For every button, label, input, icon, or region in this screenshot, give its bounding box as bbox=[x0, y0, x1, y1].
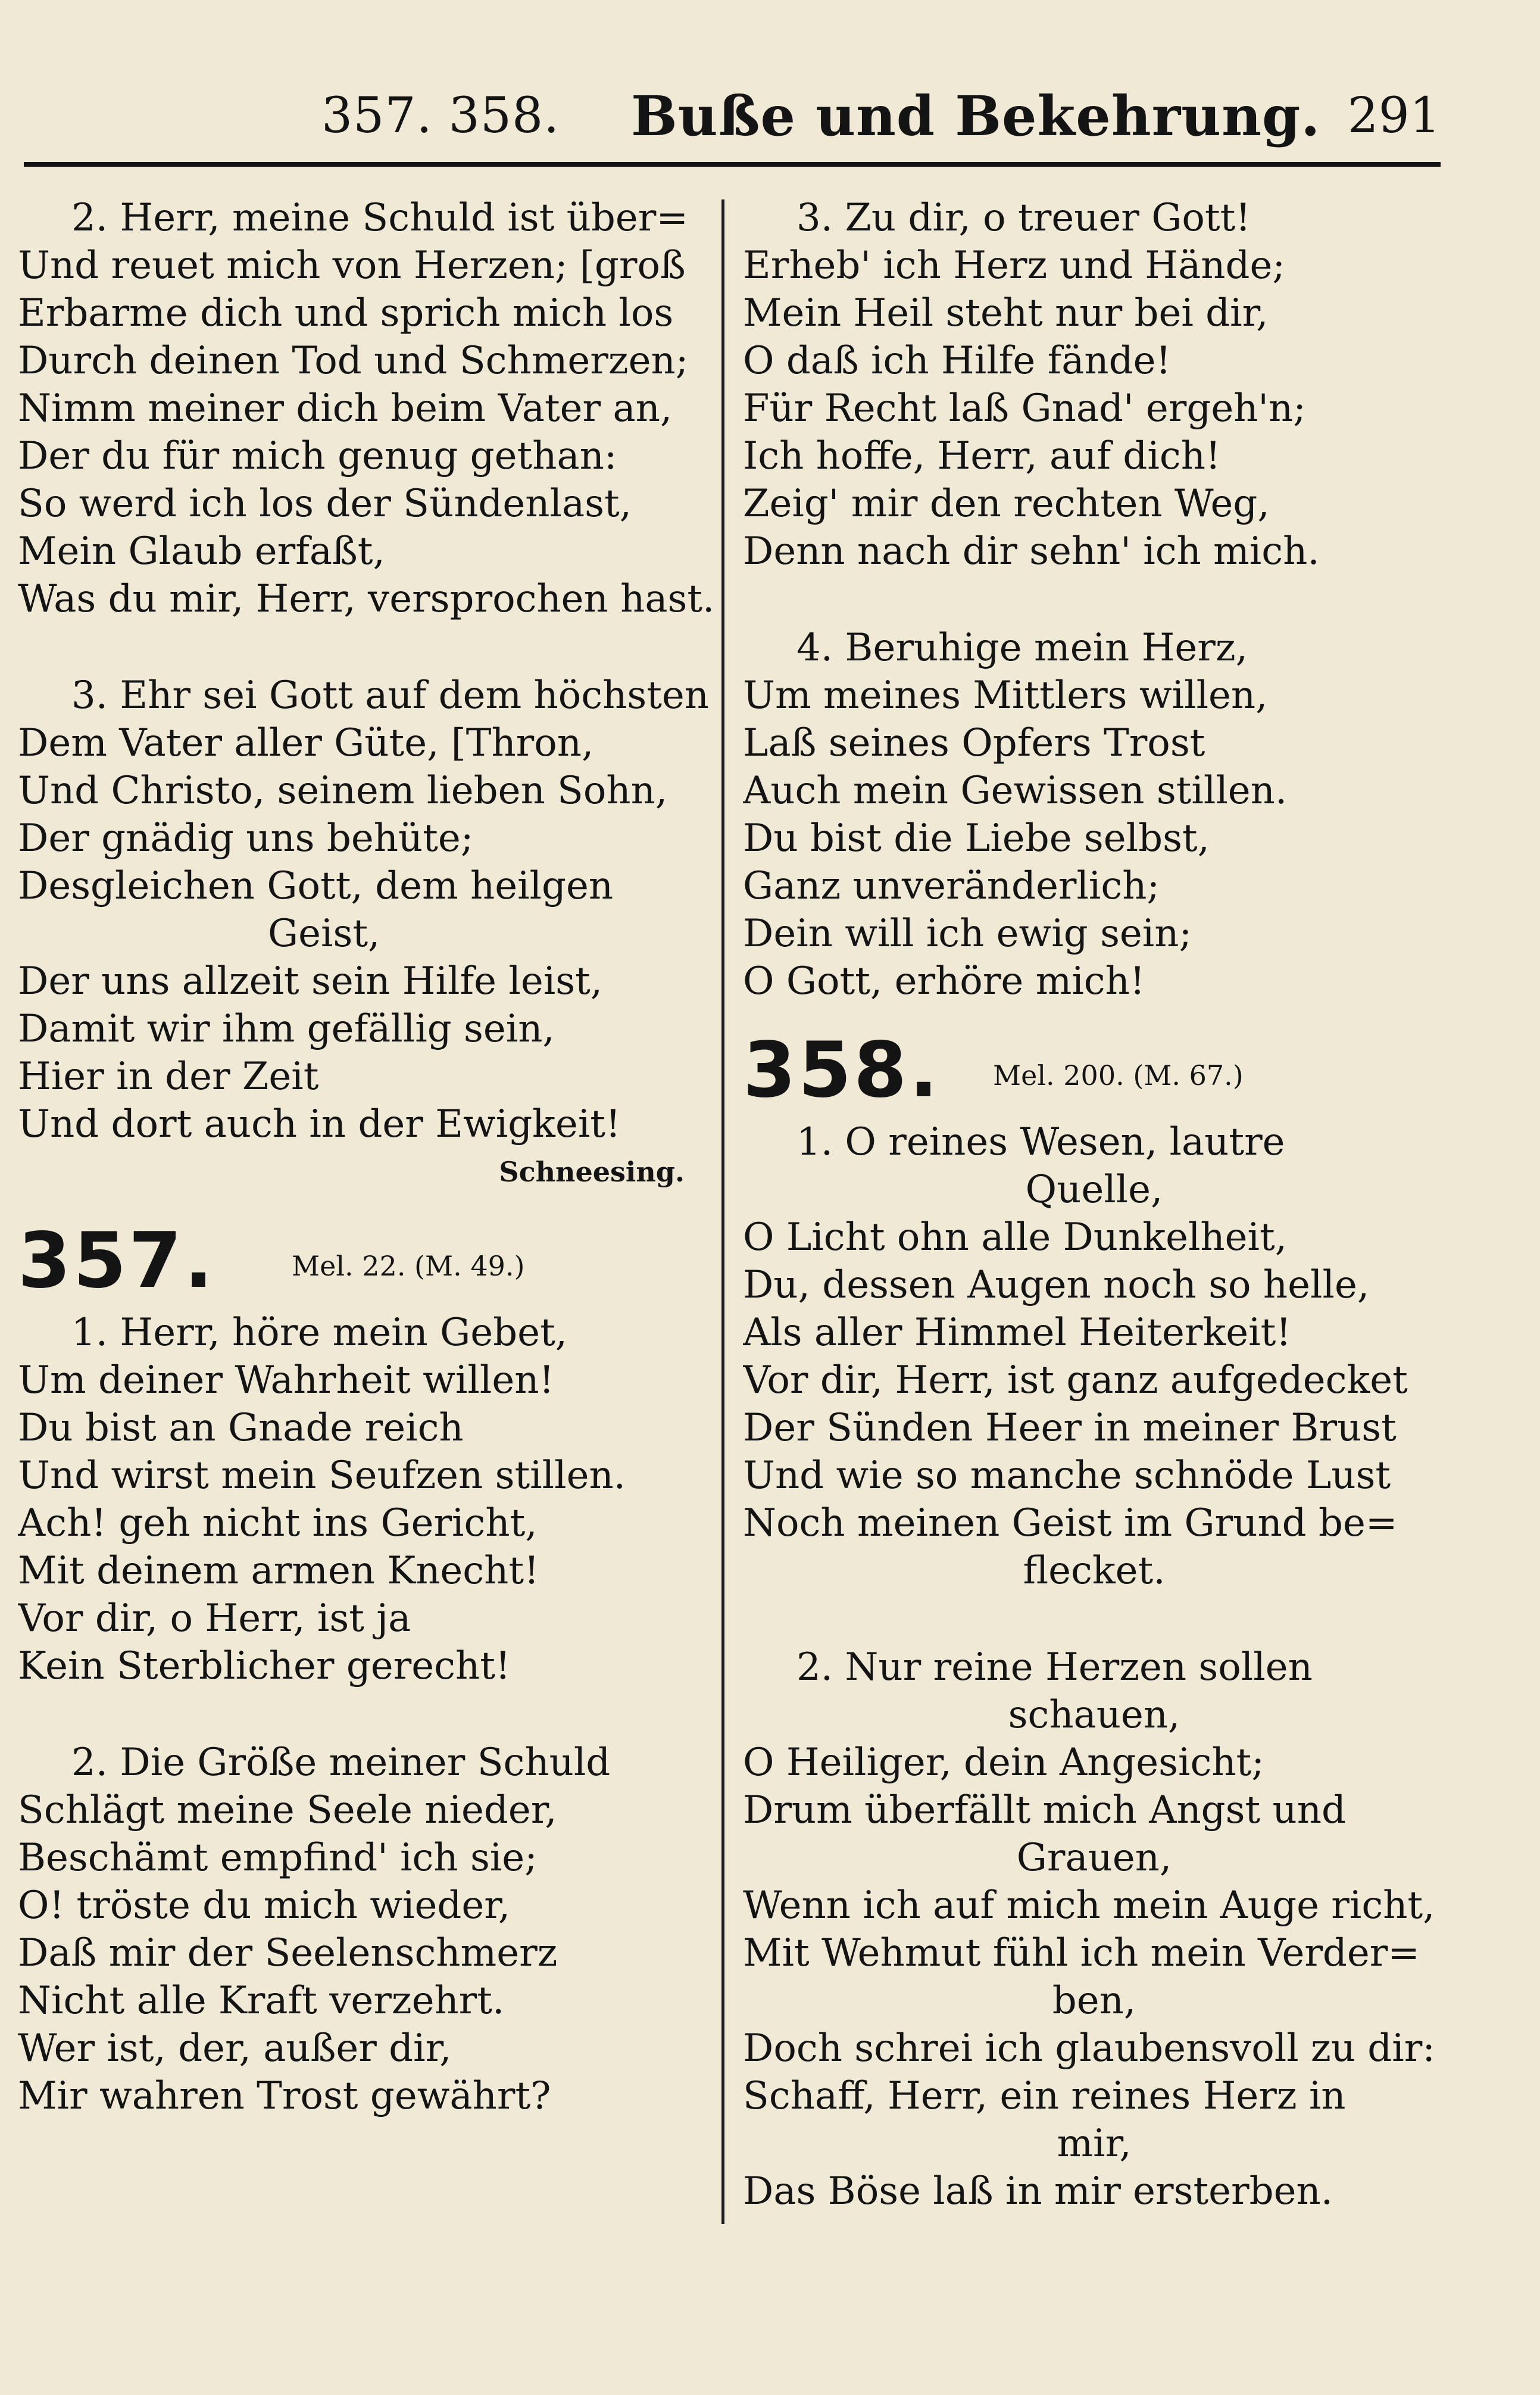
hymn-number: 358. bbox=[743, 1026, 941, 1115]
verse-line: Du bist die Liebe selbst, bbox=[743, 816, 1210, 860]
hymn-357-heading bbox=[18, 1214, 714, 1309]
verse-line: Du, dessen Augen noch so helle, bbox=[743, 1263, 1370, 1307]
verse-line: Vor dir, Herr, ist ganz aufgedecket bbox=[743, 1358, 1408, 1402]
verse-line: Durch deinen Tod und Schmerzen; bbox=[18, 339, 689, 383]
verse-line: Kein Sterblicher gerecht! bbox=[18, 1644, 511, 1688]
verse-line: So werd ich los der Sündenlast, bbox=[18, 482, 632, 526]
verse-line: Damit wir ihm gefällig sein, bbox=[18, 1007, 555, 1051]
verse-line: Zeig' mir den rechten Weg, bbox=[743, 482, 1270, 526]
verse-line: Hier in der Zeit bbox=[18, 1055, 319, 1099]
author-attribution: Schneesing. bbox=[499, 1156, 685, 1188]
verse-line: Ich hoffe, Herr, auf dich! bbox=[743, 434, 1221, 478]
verse-line: Daß mir der Seelenschmerz bbox=[18, 1931, 558, 1975]
verse-line: Und wirst mein Seufzen stillen. bbox=[18, 1454, 626, 1498]
verse-line: Der uns allzeit sein Hilfe leist, bbox=[18, 959, 603, 1003]
page-number: 291 bbox=[1347, 88, 1441, 144]
verse-line: Schaff, Herr, ein reines Herz in bbox=[743, 2074, 1346, 2118]
verse-line: Was du mir, Herr, versprochen hast. bbox=[18, 577, 714, 621]
verse-line: flecket. bbox=[1023, 1549, 1166, 1593]
left-column bbox=[18, 194, 714, 2120]
verse-line: O Heiliger, dein Angesicht; bbox=[743, 1741, 1264, 1785]
hymn356-verse3 bbox=[18, 672, 714, 1148]
column-divider bbox=[721, 199, 724, 2224]
verse-line: 4. Beruhige mein Herz, bbox=[796, 626, 1248, 670]
verse-line: Doch schrei ich glaubensvoll zu dir: bbox=[743, 2026, 1435, 2070]
section-title: Buße und Bekehrung. bbox=[631, 84, 1321, 148]
verse-line: ben, bbox=[1052, 1979, 1136, 2023]
header-rule bbox=[24, 162, 1441, 167]
verse-line: Und wie so manche schnöde Lust bbox=[743, 1454, 1391, 1498]
hymn-range: 357. 358. bbox=[321, 88, 560, 144]
verse-line: Erbarme dich und sprich mich los bbox=[18, 291, 674, 335]
verse-line: Und Christo, seinem lieben Sohn, bbox=[18, 769, 668, 813]
hymn357-verse4 bbox=[743, 624, 1445, 1005]
verse-line: Quelle, bbox=[1025, 1168, 1163, 1212]
melody-reference: Mel. 200. (M. 67.) bbox=[993, 1059, 1244, 1092]
verse-line: O Licht ohn alle Dunkelheit, bbox=[743, 1215, 1288, 1259]
verse-line: O Gott, erhöre mich! bbox=[743, 959, 1145, 1003]
verse-line: Desgleichen Gott, dem heilgen bbox=[18, 864, 614, 908]
verse-line: O daß ich Hilfe fände! bbox=[743, 339, 1172, 383]
hymn356-verse2 bbox=[18, 194, 714, 623]
verse-line: Auch mein Gewissen stillen. bbox=[743, 769, 1288, 813]
verse-line: Der du für mich genug gethan: bbox=[18, 434, 617, 478]
verse-line: Ach! geh nicht ins Gericht, bbox=[18, 1501, 538, 1545]
verse-line: 3. Ehr sei Gott auf dem höchsten bbox=[71, 673, 709, 718]
verse-line: Mein Glaub erfaßt, bbox=[18, 529, 385, 573]
page-header bbox=[24, 83, 1441, 149]
verse-line: Schlägt meine Seele nieder, bbox=[18, 1788, 557, 1832]
verse-line: Nicht alle Kraft verzehrt. bbox=[18, 1979, 505, 2023]
verse-line: schauen, bbox=[1008, 1693, 1180, 1737]
verse-line: Geist, bbox=[268, 912, 380, 956]
verse-line: Denn nach dir sehn' ich mich. bbox=[743, 529, 1320, 573]
verse-line: Um meines Mittlers willen, bbox=[743, 673, 1268, 718]
hymn357-verse2 bbox=[18, 1739, 714, 2120]
right-column bbox=[743, 194, 1445, 2215]
verse-line: 2. Die Größe meiner Schuld bbox=[71, 1741, 611, 1785]
verse-line: Beschämt empfind' ich sie; bbox=[18, 1836, 538, 1880]
verse-line: 2. Nur reine Herzen sollen bbox=[796, 1645, 1313, 1689]
verse-line: O! tröste du mich wieder, bbox=[18, 1883, 511, 1928]
verse-line: Nimm meiner dich beim Vater an, bbox=[18, 386, 673, 431]
verse-line: Und dort auch in der Ewigkeit! bbox=[18, 1102, 621, 1146]
verse-line: Wenn ich auf mich mein Auge richt, bbox=[743, 1883, 1435, 1928]
verse-line: Mein Heil steht nur bei dir, bbox=[743, 291, 1269, 335]
verse-line: Der Sünden Heer in meiner Brust bbox=[743, 1406, 1397, 1450]
verse-line: Mit Wehmut fühl ich mein Verder= bbox=[743, 1931, 1420, 1975]
hymn357-verse3 bbox=[743, 194, 1445, 575]
verse-line: Vor dir, o Herr, ist ja bbox=[18, 1596, 411, 1641]
hymn358-verse1 bbox=[743, 1118, 1445, 1595]
verse-line: Das Böse laß in mir ersterben. bbox=[743, 2169, 1333, 2213]
verse-line: 3. Zu dir, o treuer Gott! bbox=[796, 196, 1251, 240]
melody-reference: Mel. 22. (M. 49.) bbox=[292, 1250, 525, 1282]
verse-line: Ganz unveränderlich; bbox=[743, 864, 1160, 908]
verse-line: Und reuet mich von Herzen; [groß bbox=[18, 244, 686, 288]
verse-line: 1. Herr, höre mein Gebet, bbox=[71, 1311, 567, 1355]
verse-line: Drum überfällt mich Angst und bbox=[743, 1788, 1346, 1832]
verse-line: Mir wahren Trost gewährt? bbox=[18, 2074, 551, 2118]
verse-line: Mit deinem armen Knecht! bbox=[18, 1549, 539, 1593]
verse-line: Für Recht laß Gnad' ergeh'n; bbox=[743, 386, 1306, 431]
verse-line: Wer ist, der, außer dir, bbox=[18, 2026, 452, 2070]
verse-line: Laß seines Opfers Trost bbox=[743, 721, 1205, 765]
verse-line: mir, bbox=[1057, 2122, 1132, 2166]
verse-line: Noch meinen Geist im Grund be= bbox=[743, 1501, 1398, 1545]
verse-line: Als aller Himmel Heiterkeit! bbox=[743, 1311, 1292, 1355]
verse-line: Dem Vater aller Güte, [Thron, bbox=[18, 721, 594, 765]
hymn357-verse1 bbox=[18, 1309, 714, 1690]
verse-line: 1. O reines Wesen, lautre bbox=[796, 1120, 1285, 1164]
verse-line: Der gnädig uns behüte; bbox=[18, 816, 474, 860]
verse-line: Grauen, bbox=[1016, 1836, 1172, 1880]
verse-line: Du bist an Gnade reich bbox=[18, 1406, 464, 1450]
verse-line: Um deiner Wahrheit willen! bbox=[18, 1358, 555, 1402]
verse-line: Dein will ich ewig sein; bbox=[743, 912, 1192, 956]
verse-line: 2. Herr, meine Schuld ist über= bbox=[71, 196, 688, 240]
hymn358-verse2 bbox=[743, 1644, 1445, 2215]
verse-line: Erheb' ich Herz und Hände; bbox=[743, 244, 1285, 288]
hymn-358-heading bbox=[743, 1023, 1445, 1118]
hymn-number: 357. bbox=[18, 1217, 215, 1305]
